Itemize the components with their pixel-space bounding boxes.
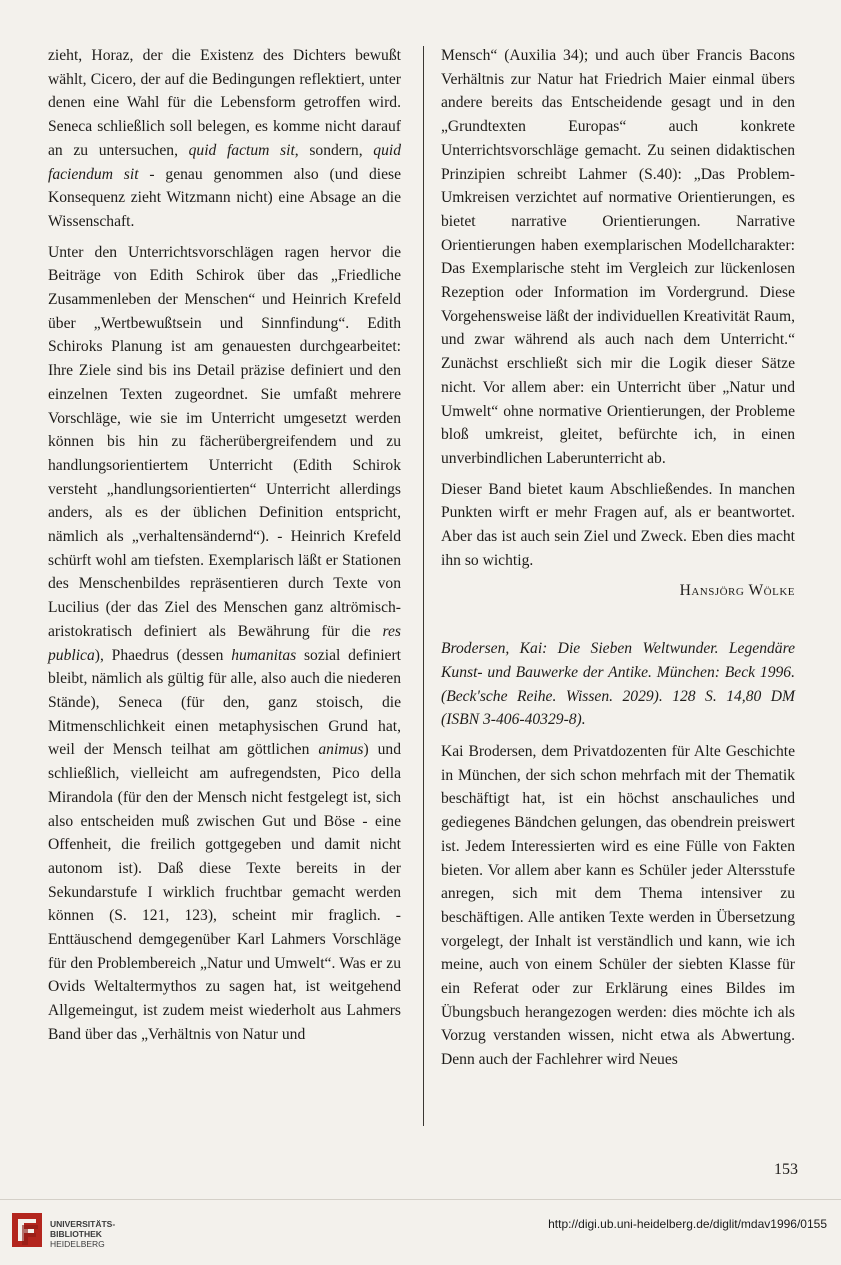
text-run: - genau genommen also (und diese Konsequenz zieht Witzmann nicht) eine Absage an die Wissenschaft. (48, 165, 401, 230)
library-name-line: HEIDELBERG (50, 1239, 105, 1249)
italic-term: res publica (48, 622, 401, 664)
right-paragraph-3: Kai Brodersen, dem Privatdozenten für Alte Geschichte in München, der sich schon mehrfach mit der Thematik beschäftigt hat, ist ein höchst anschauliches und gediegenes Bändchen gelungen, das obendrein preiswert ist. Jedem Interessierten wird es eine Fülle von Fakten bieten. Vor allem aber kann es Schüler jeder Altersstufe anregen, sich mit dem Thema intensiver zu beschäftigen. Alle antiken Texte werden in Übersetzung vorgelegt, der Inhalt ist verständlich und kann, wie ich meine, auch von einem Schüler der siebten Klasse für ein Referat oder zur Erklärung eines Bildes im Übungsbuch herangezogen werden: dies möchte ich als Vorzug verstanden wissen, nicht etwa als Abwertung. Denn auch der Fachlehrer wird Neues (441, 742, 795, 1069)
italic-term: humanitas (231, 646, 297, 664)
text-run: sozial definiert bleibt, nämlich als gültig für alle, also auch die niederen Stände), Seneca (für den, ganz stoisch, die Mitmenschlichkeit einen metaphysischen Grund hat, weil der Mensch teilhat am göttlichen (48, 646, 401, 759)
text-run: , sondern, (294, 141, 374, 159)
page-number: 153 (774, 1161, 798, 1178)
right-paragraph-1: Mensch“ (Auxilia 34); und auch über Francis Bacons Verhältnis zur Natur hat Friedrich Maier einmal übers andere bereits das Entscheidende gesagt und in den „Grundtexten Europas“ auch konkrete Unterrichtsvorschläge gemacht. Zu seinen didaktischen Prinzipien schreibt Lahmer (S.40): „Das Problem-Umkreisen verzichtet auf normative Orientierungen, es bietet narrative Orientierungen. Narrative Orientierungen haben exemplarischen Modellcharakter: Das Exemplarische steht im Vergleich zur lückenlosen Rezeption oder Information im Vordergrund. Diese Vorgehensweise läßt der individuellen Kreativität Raum, und zwar während als auch nach dem Unterricht.“ Zunächst erschließt sich mir die Logik dieser Sätze nicht. Vor allem aber: ein Unterricht über „Natur und Umwelt“ ohne normative Orientierungen, der Probleme bloß umkreist, gleitet, befürchte ich, in einen unverbindlichen Laberunterricht ab. (441, 47, 795, 467)
left-paragraph-2 (48, 241, 401, 1047)
source-url-link[interactable]: http://digi.ub.uni-heidelberg.de/diglit/mdav1996/0155 (548, 1217, 827, 1231)
italic-term: quid factum sit (188, 141, 295, 159)
reviewer-signature: Hansjörg Wölke (679, 582, 795, 600)
footer-divider (0, 1199, 841, 1200)
right-paragraph-2: Dieser Band bietet kaum Abschließendes. In manchen Punkten wirft er mehr Fragen auf, als er beantwortet. Aber das ist auch sein Ziel und Zweck. Eben dies macht ihn so wichtig. (441, 480, 795, 569)
column-divider (423, 46, 424, 1126)
review-heading: Brodersen, Kai: Die Sieben Weltwunder. Legendäre Kunst- und Bauwerke der Antike. München: Beck 1996. (Beck'sche Reihe. Wissen. 2029). 128 S. 14,80 DM (ISBN 3-406-40329-8). (441, 640, 795, 729)
text-run: Unter den Unterrichtsvorschlägen ragen hervor die Beiträge von Edith Schirok über das „Friedliche Zusammenleben der Menschen“ und Heinrich Krefeld über „Wertbewußtsein und Sinnfindung“. Edith Schiroks Planung ist am genauesten durchgearbeitet: Ihre Ziele sind bis ins Detail präzise definiert und den einzelnen Texten zugeordnet. Sie umfaßt mehrere Vorschläge, wie sie im Unterricht umgesetzt werden können bis hin zu fächerübergreifendem und zu handlungsorientiertem Unterricht (Edith Schirok versteht „handlungsorientierten“ Unterricht allerdings anders, als es der üblichen Definition entspricht, nämlich als „verhaltensändernd“). - Heinrich Krefeld schürft wohl am tiefsten. Exemplarisch läßt er Stationen des Menschenbildes repräsentieren durch Texte von Lucilius (der das Ziel des Menschen ganz altrömisch-aristokratisch definiert als Bewährung für die (48, 243, 401, 640)
text-run: zieht, Horaz, der die Existenz des Dichters bewußt wählt, Cicero, der auf die Bedingungen reflektiert, unter denen eine Wahl für die Lebensform getroffen wird. Seneca schließlich soll belegen, es komme nicht darauf an zu untersuchen, (48, 47, 401, 159)
italic-term: animus (318, 741, 364, 759)
text-run: ), Phaedrus (dessen (94, 646, 232, 664)
library-name (50, 1219, 115, 1249)
left-column (48, 44, 401, 1054)
left-paragraph-1 (48, 44, 401, 234)
italic-term: quid faciendum sit (48, 141, 401, 183)
text-run: ) und schließlich, vielleicht am aufregendsten, Pico della Mirandola (für den der Mensch nicht festgelegt ist, sich also entscheiden muß zwischen Gut und Böse - eine Offenheit, die freilich gottgegeben und damit nicht autonom ist). Daß diese Texte bereits in der Sekundarstufe I wirklich fruchtbar gemacht werden können (S. 121, 123), scheint mir fraglich. - Enttäuschend demgegenüber Karl Lahmers Vorschläge für den Problembereich „Natur und Umwelt“. Was er zu Ovids Weltaltermythos zu sagen hat, ist weitgehend Allgemeingut, ist zudem meist wiederholt aus Lahmers Band über das „Verhältnis von Natur und (48, 741, 401, 1043)
library-name-line: BIBLIOTHEK (50, 1229, 102, 1239)
library-name-line: UNIVERSITÄTS- (50, 1219, 116, 1229)
library-logo-icon (8, 1205, 48, 1255)
right-column (441, 44, 795, 1079)
